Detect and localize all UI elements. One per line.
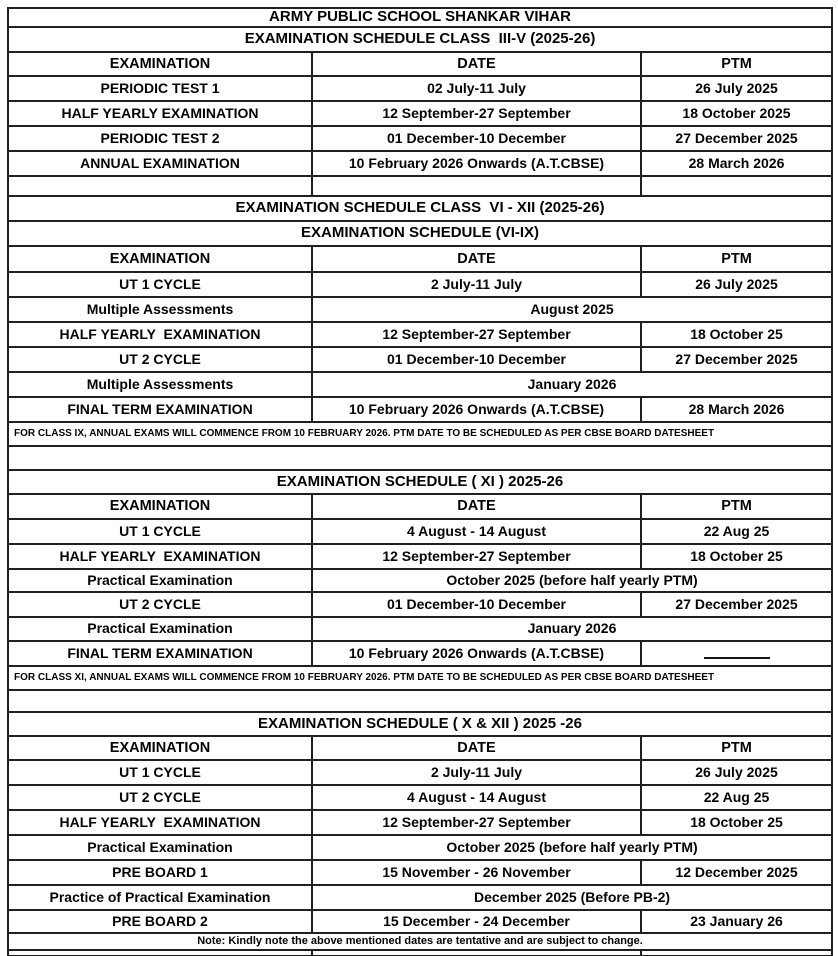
section-title: EXAMINATION SCHEDULE ( XI ) 2025-26 xyxy=(8,470,832,494)
date-cell: 10 February 2026 Onwards (A.T.CBSE) xyxy=(312,397,641,422)
date-cell: 4 August - 14 August xyxy=(312,785,641,810)
table-row xyxy=(8,101,832,126)
blank-underline xyxy=(704,644,770,659)
table-row xyxy=(8,910,832,933)
table-row xyxy=(8,690,832,712)
empty-cell xyxy=(8,446,832,470)
table-row xyxy=(8,347,832,372)
exam-name-cell: PRE BOARD 1 xyxy=(8,860,312,885)
document-page xyxy=(7,7,831,956)
table-row xyxy=(8,422,832,446)
empty-cell xyxy=(8,690,832,712)
date-cell: 01 December-10 December xyxy=(312,126,641,151)
section-title: EXAMINATION SCHEDULE ( X & XII ) 2025 -26 xyxy=(8,712,832,736)
date-cell: October 2025 (before half yearly PTM) xyxy=(312,835,832,860)
exam-name-cell: UT 1 CYCLE xyxy=(8,272,312,297)
table-row xyxy=(8,76,832,101)
ptm-cell: 28 March 2026 xyxy=(641,397,832,422)
date-cell: January 2026 xyxy=(312,372,832,397)
date-cell: January 2026 xyxy=(312,617,832,641)
table-row xyxy=(8,27,832,52)
date-cell: 4 August - 14 August xyxy=(312,519,641,544)
exam-name-cell: FINAL TERM EXAMINATION xyxy=(8,641,312,666)
column-header: PTM xyxy=(641,494,832,519)
date-cell: December 2025 (Before PB-2) xyxy=(312,885,832,910)
section-title: ARMY PUBLIC SCHOOL SHANKAR VIHAR xyxy=(8,8,832,27)
table-row xyxy=(8,835,832,860)
exam-name-cell: HALF YEARLY EXAMINATION xyxy=(8,322,312,347)
date-cell: 2 July-11 July xyxy=(312,760,641,785)
table-row xyxy=(8,736,832,760)
column-header: DATE xyxy=(312,736,641,760)
empty-cell xyxy=(312,950,641,956)
ptm-cell: 12 December 2025 xyxy=(641,860,832,885)
date-cell: 2 July-11 July xyxy=(312,272,641,297)
date-cell: 10 February 2026 Onwards (A.T.CBSE) xyxy=(312,151,641,176)
table-row xyxy=(8,666,832,690)
ptm-cell: 23 January 26 xyxy=(641,910,832,933)
table-row xyxy=(8,617,832,641)
ptm-cell: 26 July 2025 xyxy=(641,760,832,785)
ptm-cell: 26 July 2025 xyxy=(641,272,832,297)
ptm-cell: 18 October 25 xyxy=(641,810,832,835)
table-row xyxy=(8,446,832,470)
date-cell: 15 December - 24 December xyxy=(312,910,641,933)
table-row xyxy=(8,52,832,76)
column-header: EXAMINATION xyxy=(8,736,312,760)
ptm-blank-cell xyxy=(641,641,832,666)
exam-name-cell: UT 1 CYCLE xyxy=(8,760,312,785)
exam-name-cell: UT 2 CYCLE xyxy=(8,592,312,617)
date-cell: 02 July-11 July xyxy=(312,76,641,101)
empty-cell xyxy=(8,950,312,956)
table-row xyxy=(8,221,832,246)
exam-name-cell: Practice of Practical Examination xyxy=(8,885,312,910)
column-header: DATE xyxy=(312,246,641,272)
ptm-cell: 27 December 2025 xyxy=(641,347,832,372)
date-cell: 15 November - 26 November xyxy=(312,860,641,885)
table-row xyxy=(8,8,832,27)
exam-name-cell: PERIODIC TEST 2 xyxy=(8,126,312,151)
ptm-cell: 18 October 25 xyxy=(641,322,832,347)
column-header: EXAMINATION xyxy=(8,494,312,519)
exam-name-cell: Multiple Assessments xyxy=(8,372,312,397)
table-row xyxy=(8,196,832,221)
table-row xyxy=(8,126,832,151)
empty-cell xyxy=(641,176,832,196)
exam-name-cell: UT 1 CYCLE xyxy=(8,519,312,544)
table-row xyxy=(8,519,832,544)
table-row xyxy=(8,297,832,322)
date-cell: 12 September-27 September xyxy=(312,322,641,347)
column-header: EXAMINATION xyxy=(8,52,312,76)
table-row xyxy=(8,885,832,910)
column-header: PTM xyxy=(641,246,832,272)
exam-name-cell: HALF YEARLY EXAMINATION xyxy=(8,810,312,835)
table-row xyxy=(8,322,832,347)
table-row xyxy=(8,810,832,835)
exam-name-cell: UT 2 CYCLE xyxy=(8,347,312,372)
empty-cell xyxy=(312,176,641,196)
table-row xyxy=(8,933,832,950)
exam-name-cell: Multiple Assessments xyxy=(8,297,312,322)
date-cell: August 2025 xyxy=(312,297,832,322)
column-header: DATE xyxy=(312,52,641,76)
date-cell: 12 September-27 September xyxy=(312,810,641,835)
table-row xyxy=(8,470,832,494)
table-row xyxy=(8,246,832,272)
exam-name-cell: Practical Examination xyxy=(8,835,312,860)
table-row xyxy=(8,494,832,519)
table-row xyxy=(8,176,832,196)
exam-name-cell: FINAL TERM EXAMINATION xyxy=(8,397,312,422)
column-header: PTM xyxy=(641,52,832,76)
table-row xyxy=(8,785,832,810)
date-cell: 01 December-10 December xyxy=(312,347,641,372)
column-header: DATE xyxy=(312,494,641,519)
table-row xyxy=(8,372,832,397)
section-title: EXAMINATION SCHEDULE CLASS VI - XII (2025-26) xyxy=(8,196,832,221)
empty-cell xyxy=(641,950,832,956)
column-header: PTM xyxy=(641,736,832,760)
table-row xyxy=(8,544,832,569)
ptm-cell: 18 October 2025 xyxy=(641,101,832,126)
ptm-cell: 27 December 2025 xyxy=(641,126,832,151)
table-row xyxy=(8,569,832,592)
table-row xyxy=(8,397,832,422)
footnote: FOR CLASS IX, ANNUAL EXAMS WILL COMMENCE FROM 10 FEBRUARY 2026. PTM DATE TO BE SCHEDULED AS PER CBSE BOARD DATESHEET xyxy=(8,422,832,446)
table-row xyxy=(8,860,832,885)
table-row xyxy=(8,592,832,617)
table-row xyxy=(8,151,832,176)
empty-cell xyxy=(8,176,312,196)
date-cell: 10 February 2026 Onwards (A.T.CBSE) xyxy=(312,641,641,666)
ptm-cell: 22 Aug 25 xyxy=(641,519,832,544)
table-row xyxy=(8,950,832,956)
column-header: EXAMINATION xyxy=(8,246,312,272)
exam-name-cell: ANNUAL EXAMINATION xyxy=(8,151,312,176)
date-cell: 01 December-10 December xyxy=(312,592,641,617)
table-row xyxy=(8,760,832,785)
exam-name-cell: Practical Examination xyxy=(8,569,312,592)
table-row xyxy=(8,712,832,736)
exam-name-cell: UT 2 CYCLE xyxy=(8,785,312,810)
table-note: Note: Kindly note the above mentioned dates are tentative and are subject to change. xyxy=(8,933,832,950)
exam-name-cell: PRE BOARD 2 xyxy=(8,910,312,933)
exam-name-cell: Practical Examination xyxy=(8,617,312,641)
ptm-cell: 18 October 25 xyxy=(641,544,832,569)
section-title: EXAMINATION SCHEDULE (VI-IX) xyxy=(8,221,832,246)
exam-name-cell: HALF YEARLY EXAMINATION xyxy=(8,101,312,126)
schedule-table-body xyxy=(8,8,832,956)
ptm-cell: 22 Aug 25 xyxy=(641,785,832,810)
date-cell: October 2025 (before half yearly PTM) xyxy=(312,569,832,592)
ptm-cell: 27 December 2025 xyxy=(641,592,832,617)
table-row xyxy=(8,272,832,297)
ptm-cell: 26 July 2025 xyxy=(641,76,832,101)
table-row xyxy=(8,641,832,666)
exam-name-cell: HALF YEARLY EXAMINATION xyxy=(8,544,312,569)
date-cell: 12 September-27 September xyxy=(312,544,641,569)
date-cell: 12 September-27 September xyxy=(312,101,641,126)
exam-name-cell: PERIODIC TEST 1 xyxy=(8,76,312,101)
footnote: FOR CLASS XI, ANNUAL EXAMS WILL COMMENCE FROM 10 FEBRUARY 2026. PTM DATE TO BE SCHEDULED AS PER CBSE BOARD DATESHEET xyxy=(8,666,832,690)
examination-schedule-table xyxy=(7,7,833,956)
section-title: EXAMINATION SCHEDULE CLASS III-V (2025-26) xyxy=(8,27,832,52)
ptm-cell: 28 March 2026 xyxy=(641,151,832,176)
